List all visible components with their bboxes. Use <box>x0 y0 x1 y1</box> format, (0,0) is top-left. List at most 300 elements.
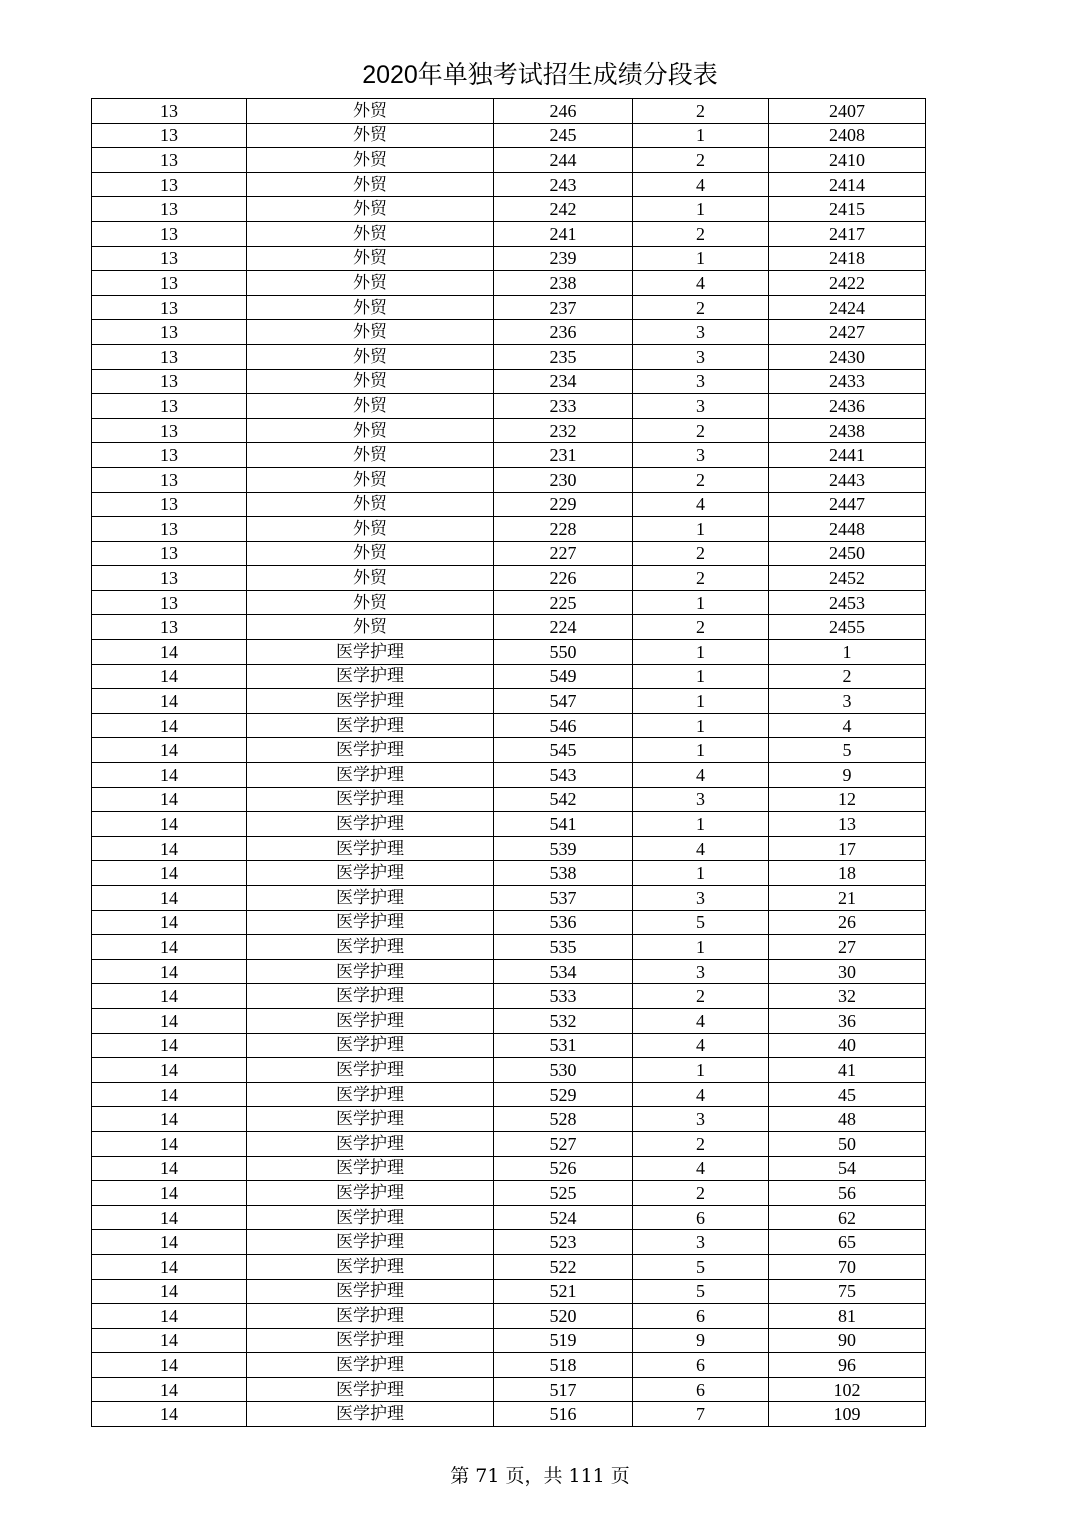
score-cell: 224 <box>494 615 633 640</box>
count-cell: 4 <box>633 763 769 788</box>
batch-cell: 14 <box>92 738 247 763</box>
count-cell: 7 <box>633 1402 769 1427</box>
table-row <box>92 492 926 517</box>
score-cell: 243 <box>494 172 633 197</box>
category-cell: 外贸 <box>247 443 494 468</box>
score-cell: 233 <box>494 394 633 419</box>
table-row <box>92 1033 926 1058</box>
cumulative-cell: 65 <box>769 1230 926 1255</box>
category-cell: 医学护理 <box>247 713 494 738</box>
table-row <box>92 812 926 837</box>
batch-cell: 14 <box>92 1181 247 1206</box>
count-cell: 6 <box>633 1353 769 1378</box>
count-cell: 3 <box>633 886 769 911</box>
cumulative-cell: 2441 <box>769 443 926 468</box>
table-row <box>92 467 926 492</box>
score-cell: 545 <box>494 738 633 763</box>
category-cell: 医学护理 <box>247 1304 494 1329</box>
category-cell: 外贸 <box>247 369 494 394</box>
cumulative-cell: 40 <box>769 1033 926 1058</box>
cumulative-cell: 2436 <box>769 394 926 419</box>
category-cell: 医学护理 <box>247 1033 494 1058</box>
score-cell: 534 <box>494 959 633 984</box>
table-row <box>92 295 926 320</box>
score-cell: 231 <box>494 443 633 468</box>
cumulative-cell: 17 <box>769 836 926 861</box>
score-cell: 520 <box>494 1304 633 1329</box>
category-cell: 外贸 <box>247 221 494 246</box>
batch-cell: 13 <box>92 344 247 369</box>
count-cell: 1 <box>633 640 769 665</box>
table-row <box>92 1156 926 1181</box>
count-cell: 2 <box>633 1131 769 1156</box>
table-row <box>92 1058 926 1083</box>
category-cell: 外贸 <box>247 418 494 443</box>
page-footer: 第 71 页，共 111 页 <box>450 1465 630 1487</box>
cumulative-cell: 21 <box>769 886 926 911</box>
cumulative-cell: 2410 <box>769 148 926 173</box>
category-cell: 外贸 <box>247 467 494 492</box>
category-cell: 外贸 <box>247 394 494 419</box>
batch-cell: 14 <box>92 1033 247 1058</box>
category-cell: 医学护理 <box>247 910 494 935</box>
category-cell: 医学护理 <box>247 1230 494 1255</box>
count-cell: 3 <box>633 394 769 419</box>
category-cell: 外贸 <box>247 123 494 148</box>
count-cell: 3 <box>633 369 769 394</box>
score-cell: 519 <box>494 1328 633 1353</box>
page-title: 2020年单独考试招生成绩分段表 <box>362 60 718 89</box>
cumulative-cell: 2447 <box>769 492 926 517</box>
score-cell: 239 <box>494 246 633 271</box>
cumulative-cell: 2427 <box>769 320 926 345</box>
batch-cell: 14 <box>92 640 247 665</box>
count-cell: 3 <box>633 787 769 812</box>
batch-cell: 14 <box>92 1254 247 1279</box>
cumulative-cell: 18 <box>769 861 926 886</box>
cumulative-cell: 2455 <box>769 615 926 640</box>
cumulative-cell: 3 <box>769 689 926 714</box>
cumulative-cell: 2424 <box>769 295 926 320</box>
batch-cell: 13 <box>92 148 247 173</box>
batch-cell: 13 <box>92 467 247 492</box>
category-cell: 医学护理 <box>247 1131 494 1156</box>
count-cell: 9 <box>633 1328 769 1353</box>
batch-cell: 13 <box>92 517 247 542</box>
score-cell: 528 <box>494 1107 633 1132</box>
cumulative-cell: 2448 <box>769 517 926 542</box>
count-cell: 4 <box>633 492 769 517</box>
score-cell: 244 <box>494 148 633 173</box>
batch-cell: 13 <box>92 590 247 615</box>
batch-cell: 14 <box>92 664 247 689</box>
cumulative-cell: 2453 <box>769 590 926 615</box>
count-cell: 2 <box>633 1181 769 1206</box>
count-cell: 1 <box>633 664 769 689</box>
table-row <box>92 1230 926 1255</box>
count-cell: 2 <box>633 566 769 591</box>
batch-cell: 14 <box>92 1131 247 1156</box>
count-cell: 2 <box>633 148 769 173</box>
score-cell: 241 <box>494 221 633 246</box>
table-row <box>92 886 926 911</box>
cumulative-cell: 56 <box>769 1181 926 1206</box>
table-row <box>92 566 926 591</box>
category-cell: 外贸 <box>247 246 494 271</box>
score-cell: 543 <box>494 763 633 788</box>
count-cell: 6 <box>633 1377 769 1402</box>
score-cell: 536 <box>494 910 633 935</box>
score-cell: 550 <box>494 640 633 665</box>
batch-cell: 14 <box>92 1353 247 1378</box>
batch-cell: 14 <box>92 713 247 738</box>
batch-cell: 13 <box>92 295 247 320</box>
cumulative-cell: 2452 <box>769 566 926 591</box>
count-cell: 1 <box>633 738 769 763</box>
score-cell: 517 <box>494 1377 633 1402</box>
table-row <box>92 615 926 640</box>
table-row <box>92 910 926 935</box>
cumulative-cell: 2433 <box>769 369 926 394</box>
score-cell: 527 <box>494 1131 633 1156</box>
cumulative-cell: 2 <box>769 664 926 689</box>
table-row <box>92 369 926 394</box>
batch-cell: 14 <box>92 959 247 984</box>
count-cell: 1 <box>633 861 769 886</box>
batch-cell: 13 <box>92 443 247 468</box>
count-cell: 4 <box>633 271 769 296</box>
batch-cell: 13 <box>92 320 247 345</box>
batch-cell: 13 <box>92 566 247 591</box>
category-cell: 外贸 <box>247 295 494 320</box>
table-row <box>92 443 926 468</box>
count-cell: 1 <box>633 123 769 148</box>
cumulative-cell: 4 <box>769 713 926 738</box>
count-cell: 1 <box>633 517 769 542</box>
cumulative-cell: 2415 <box>769 197 926 222</box>
cumulative-cell: 2407 <box>769 99 926 124</box>
table-row <box>92 1082 926 1107</box>
table-row <box>92 763 926 788</box>
table-row <box>92 935 926 960</box>
score-cell: 234 <box>494 369 633 394</box>
batch-cell: 13 <box>92 246 247 271</box>
count-cell: 5 <box>633 1254 769 1279</box>
category-cell: 医学护理 <box>247 1156 494 1181</box>
score-cell: 524 <box>494 1205 633 1230</box>
table-row <box>92 590 926 615</box>
category-cell: 医学护理 <box>247 1205 494 1230</box>
cumulative-cell: 90 <box>769 1328 926 1353</box>
score-cell: 521 <box>494 1279 633 1304</box>
count-cell: 3 <box>633 344 769 369</box>
category-cell: 外贸 <box>247 172 494 197</box>
score-cell: 225 <box>494 590 633 615</box>
batch-cell: 13 <box>92 221 247 246</box>
category-cell: 医学护理 <box>247 664 494 689</box>
cumulative-cell: 9 <box>769 763 926 788</box>
batch-cell: 14 <box>92 1328 247 1353</box>
batch-cell: 14 <box>92 763 247 788</box>
table-row <box>92 394 926 419</box>
table-row <box>92 320 926 345</box>
score-cell: 542 <box>494 787 633 812</box>
cumulative-cell: 2438 <box>769 418 926 443</box>
count-cell: 1 <box>633 689 769 714</box>
table-row <box>92 148 926 173</box>
cumulative-cell: 2450 <box>769 541 926 566</box>
category-cell: 医学护理 <box>247 1254 494 1279</box>
batch-cell: 13 <box>92 172 247 197</box>
batch-cell: 14 <box>92 1008 247 1033</box>
table-row <box>92 1205 926 1230</box>
score-cell: 232 <box>494 418 633 443</box>
count-cell: 1 <box>633 246 769 271</box>
batch-cell: 13 <box>92 369 247 394</box>
table-row <box>92 123 926 148</box>
category-cell: 医学护理 <box>247 787 494 812</box>
count-cell: 4 <box>633 1156 769 1181</box>
count-cell: 2 <box>633 467 769 492</box>
batch-cell: 14 <box>92 689 247 714</box>
count-cell: 4 <box>633 172 769 197</box>
cumulative-cell: 2414 <box>769 172 926 197</box>
score-cell: 236 <box>494 320 633 345</box>
score-cell: 228 <box>494 517 633 542</box>
count-cell: 1 <box>633 935 769 960</box>
count-cell: 2 <box>633 615 769 640</box>
count-cell: 2 <box>633 541 769 566</box>
category-cell: 外贸 <box>247 590 494 615</box>
category-cell: 医学护理 <box>247 1107 494 1132</box>
category-cell: 医学护理 <box>247 812 494 837</box>
count-cell: 3 <box>633 320 769 345</box>
score-cell: 227 <box>494 541 633 566</box>
category-cell: 医学护理 <box>247 935 494 960</box>
cumulative-cell: 2443 <box>769 467 926 492</box>
score-cell: 235 <box>494 344 633 369</box>
table-row <box>92 1402 926 1427</box>
batch-cell: 13 <box>92 394 247 419</box>
table-row <box>92 664 926 689</box>
score-cell: 525 <box>494 1181 633 1206</box>
score-cell: 237 <box>494 295 633 320</box>
category-cell: 医学护理 <box>247 1402 494 1427</box>
cumulative-cell: 2430 <box>769 344 926 369</box>
batch-cell: 14 <box>92 1402 247 1427</box>
batch-cell: 14 <box>92 1082 247 1107</box>
table-row <box>92 1328 926 1353</box>
score-cell: 547 <box>494 689 633 714</box>
table-row <box>92 738 926 763</box>
batch-cell: 13 <box>92 123 247 148</box>
table-row <box>92 1353 926 1378</box>
score-cell: 230 <box>494 467 633 492</box>
batch-cell: 13 <box>92 541 247 566</box>
category-cell: 医学护理 <box>247 1353 494 1378</box>
cumulative-cell: 26 <box>769 910 926 935</box>
score-cell: 522 <box>494 1254 633 1279</box>
table-row <box>92 713 926 738</box>
count-cell: 4 <box>633 1008 769 1033</box>
cumulative-cell: 2418 <box>769 246 926 271</box>
category-cell: 医学护理 <box>247 836 494 861</box>
batch-cell: 14 <box>92 1107 247 1132</box>
score-cell: 538 <box>494 861 633 886</box>
count-cell: 4 <box>633 1082 769 1107</box>
category-cell: 外贸 <box>247 320 494 345</box>
table-row <box>92 1279 926 1304</box>
score-cell: 516 <box>494 1402 633 1427</box>
score-cell: 549 <box>494 664 633 689</box>
category-cell: 外贸 <box>247 541 494 566</box>
batch-cell: 13 <box>92 197 247 222</box>
score-cell: 245 <box>494 123 633 148</box>
score-table <box>91 98 926 1427</box>
cumulative-cell: 32 <box>769 984 926 1009</box>
cumulative-cell: 2422 <box>769 271 926 296</box>
table-row <box>92 418 926 443</box>
table-row <box>92 1181 926 1206</box>
category-cell: 医学护理 <box>247 738 494 763</box>
category-cell: 外贸 <box>247 148 494 173</box>
batch-cell: 14 <box>92 812 247 837</box>
score-cell: 526 <box>494 1156 633 1181</box>
table-row <box>92 640 926 665</box>
cumulative-cell: 81 <box>769 1304 926 1329</box>
count-cell: 6 <box>633 1205 769 1230</box>
table-row <box>92 836 926 861</box>
batch-cell: 14 <box>92 787 247 812</box>
score-cell: 530 <box>494 1058 633 1083</box>
table-row <box>92 541 926 566</box>
table-row <box>92 344 926 369</box>
count-cell: 3 <box>633 443 769 468</box>
score-cell: 539 <box>494 836 633 861</box>
table-row <box>92 246 926 271</box>
cumulative-cell: 50 <box>769 1131 926 1156</box>
cumulative-cell: 5 <box>769 738 926 763</box>
batch-cell: 13 <box>92 492 247 517</box>
cumulative-cell: 109 <box>769 1402 926 1427</box>
category-cell: 医学护理 <box>247 861 494 886</box>
batch-cell: 14 <box>92 1377 247 1402</box>
count-cell: 2 <box>633 295 769 320</box>
table-row <box>92 861 926 886</box>
table-row <box>92 271 926 296</box>
count-cell: 3 <box>633 1230 769 1255</box>
score-cell: 532 <box>494 1008 633 1033</box>
score-cell: 541 <box>494 812 633 837</box>
category-cell: 医学护理 <box>247 886 494 911</box>
count-cell: 2 <box>633 984 769 1009</box>
table-row <box>92 1008 926 1033</box>
batch-cell: 14 <box>92 1156 247 1181</box>
batch-cell: 13 <box>92 418 247 443</box>
table-row <box>92 1107 926 1132</box>
cumulative-cell: 75 <box>769 1279 926 1304</box>
category-cell: 外贸 <box>247 615 494 640</box>
category-cell: 外贸 <box>247 271 494 296</box>
cumulative-cell: 36 <box>769 1008 926 1033</box>
cumulative-cell: 1 <box>769 640 926 665</box>
table-row <box>92 517 926 542</box>
category-cell: 医学护理 <box>247 1328 494 1353</box>
table-row <box>92 1131 926 1156</box>
count-cell: 1 <box>633 1058 769 1083</box>
count-cell: 5 <box>633 1279 769 1304</box>
score-cell: 537 <box>494 886 633 911</box>
batch-cell: 14 <box>92 836 247 861</box>
category-cell: 医学护理 <box>247 1377 494 1402</box>
category-cell: 医学护理 <box>247 959 494 984</box>
table-row <box>92 984 926 1009</box>
score-cell: 246 <box>494 99 633 124</box>
category-cell: 医学护理 <box>247 640 494 665</box>
category-cell: 外贸 <box>247 517 494 542</box>
count-cell: 2 <box>633 221 769 246</box>
score-cell: 535 <box>494 935 633 960</box>
cumulative-cell: 41 <box>769 1058 926 1083</box>
count-cell: 3 <box>633 1107 769 1132</box>
cumulative-cell: 96 <box>769 1353 926 1378</box>
table-row <box>92 959 926 984</box>
cumulative-cell: 2408 <box>769 123 926 148</box>
category-cell: 医学护理 <box>247 689 494 714</box>
batch-cell: 14 <box>92 1205 247 1230</box>
cumulative-cell: 62 <box>769 1205 926 1230</box>
batch-cell: 14 <box>92 935 247 960</box>
count-cell: 4 <box>633 1033 769 1058</box>
batch-cell: 13 <box>92 615 247 640</box>
batch-cell: 14 <box>92 984 247 1009</box>
score-cell: 238 <box>494 271 633 296</box>
cumulative-cell: 48 <box>769 1107 926 1132</box>
cumulative-cell: 54 <box>769 1156 926 1181</box>
table-row <box>92 221 926 246</box>
cumulative-cell: 70 <box>769 1254 926 1279</box>
table-row <box>92 1377 926 1402</box>
score-cell: 533 <box>494 984 633 1009</box>
cumulative-cell: 13 <box>769 812 926 837</box>
batch-cell: 14 <box>92 886 247 911</box>
count-cell: 1 <box>633 812 769 837</box>
score-cell: 518 <box>494 1353 633 1378</box>
score-cell: 226 <box>494 566 633 591</box>
count-cell: 4 <box>633 836 769 861</box>
table-row <box>92 99 926 124</box>
cumulative-cell: 102 <box>769 1377 926 1402</box>
count-cell: 2 <box>633 99 769 124</box>
score-cell: 242 <box>494 197 633 222</box>
batch-cell: 13 <box>92 271 247 296</box>
batch-cell: 14 <box>92 1304 247 1329</box>
category-cell: 医学护理 <box>247 1008 494 1033</box>
category-cell: 外贸 <box>247 197 494 222</box>
category-cell: 外贸 <box>247 344 494 369</box>
batch-cell: 14 <box>92 861 247 886</box>
score-cell: 546 <box>494 713 633 738</box>
score-cell: 523 <box>494 1230 633 1255</box>
category-cell: 医学护理 <box>247 984 494 1009</box>
cumulative-cell: 27 <box>769 935 926 960</box>
table-row <box>92 172 926 197</box>
cumulative-cell: 12 <box>769 787 926 812</box>
category-cell: 外贸 <box>247 99 494 124</box>
table-row <box>92 689 926 714</box>
category-cell: 医学护理 <box>247 1082 494 1107</box>
cumulative-cell: 30 <box>769 959 926 984</box>
